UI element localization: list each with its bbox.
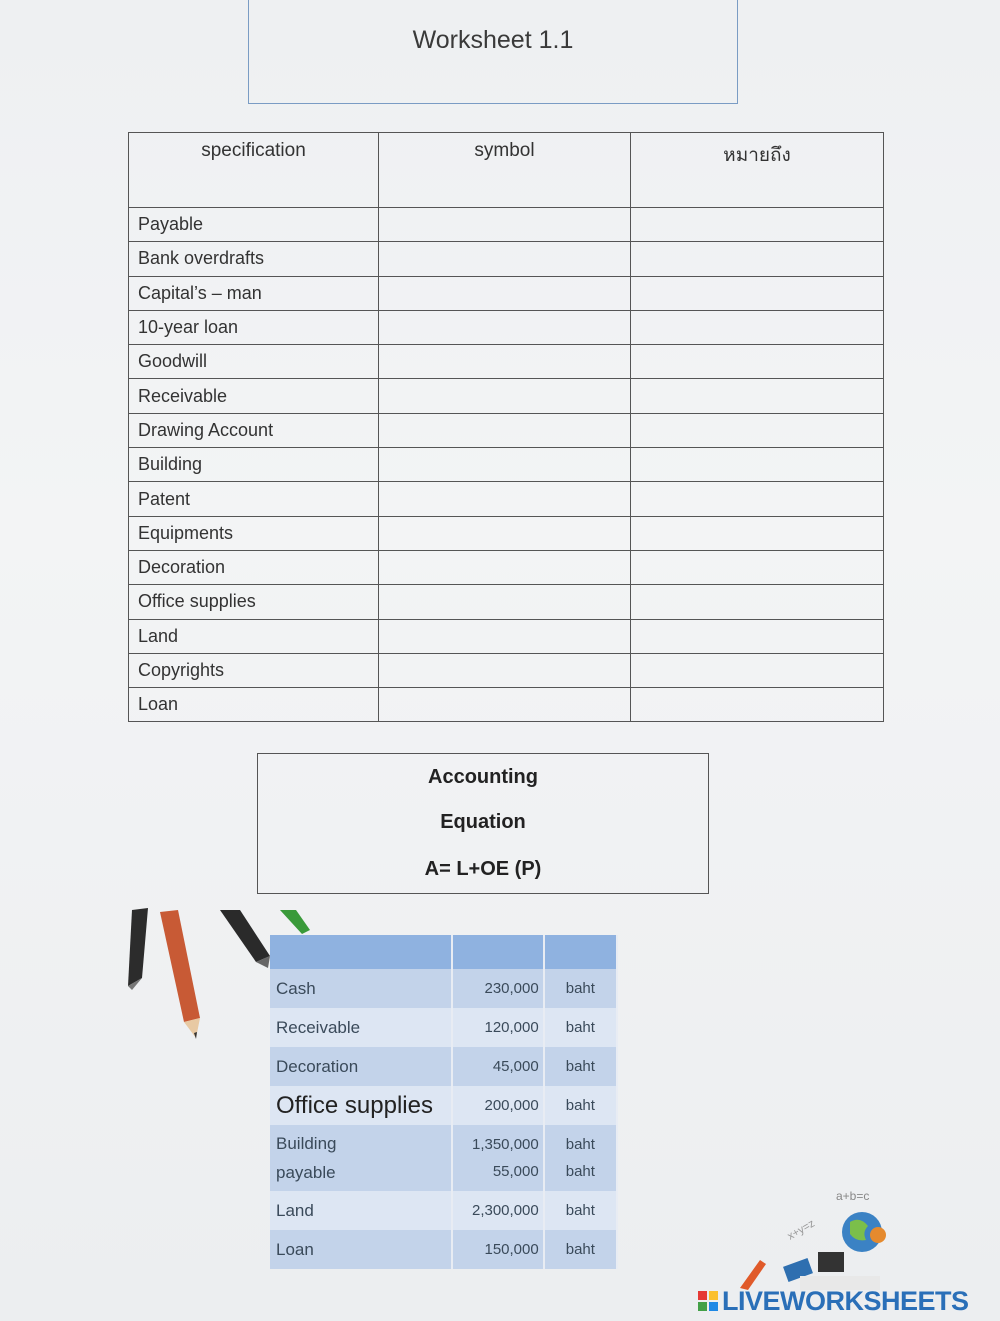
table-row: [129, 242, 884, 276]
symbol-answer-cell[interactable]: [379, 688, 631, 722]
asset-value: 2,300,000: [452, 1191, 544, 1230]
school-supplies-decoration-icon: [700, 1180, 900, 1290]
asset-unit: baht: [544, 1230, 617, 1269]
spec-cell: Capital’s – man: [129, 276, 379, 310]
asset-name-payable: payable: [276, 1163, 336, 1182]
symbol-answer-cell[interactable]: [379, 276, 631, 310]
asset-value: 120,000: [452, 1008, 544, 1047]
symbol-answer-cell[interactable]: [379, 619, 631, 653]
asset-value: 150,000: [452, 1230, 544, 1269]
table-row: [270, 1230, 617, 1269]
asset-name: Loan: [270, 1230, 452, 1269]
meaning-answer-cell[interactable]: [631, 310, 884, 344]
table-row: [270, 1047, 617, 1086]
table-row: [270, 969, 617, 1008]
asset-value: 45,000: [452, 1047, 544, 1086]
asset-unit: baht: [544, 1008, 617, 1047]
spec-cell: Copyrights: [129, 653, 379, 687]
header-symbol: symbol: [379, 133, 631, 208]
table-header-row: [129, 133, 884, 208]
equation-line-2: Equation: [440, 811, 526, 833]
spec-cell: Bank overdrafts: [129, 242, 379, 276]
meaning-answer-cell[interactable]: [631, 619, 884, 653]
meaning-answer-cell[interactable]: [631, 379, 884, 413]
spec-cell: Building: [129, 448, 379, 482]
table-row: [129, 345, 884, 379]
meaning-answer-cell[interactable]: [631, 550, 884, 584]
table-row: [270, 1191, 617, 1230]
asset-name-building: Building: [276, 1134, 337, 1153]
spec-cell: Loan: [129, 688, 379, 722]
asset-name: [270, 1125, 452, 1191]
meaning-answer-cell[interactable]: [631, 276, 884, 310]
table-row: [129, 653, 884, 687]
asset-name: Decoration: [270, 1047, 452, 1086]
table-row: [270, 1125, 617, 1191]
table-row: [129, 310, 884, 344]
table-row: [270, 1008, 617, 1047]
asset-unit: baht: [544, 1191, 617, 1230]
spec-cell: Drawing Account: [129, 413, 379, 447]
table-row: [129, 379, 884, 413]
asset-unit: baht: [544, 1047, 617, 1086]
table-row: [129, 482, 884, 516]
symbol-answer-cell[interactable]: [379, 413, 631, 447]
meaning-answer-cell[interactable]: [631, 413, 884, 447]
spec-cell: Equipments: [129, 516, 379, 550]
meaning-answer-cell[interactable]: [631, 653, 884, 687]
asset-value: 230,000: [452, 969, 544, 1008]
meaning-answer-cell[interactable]: [631, 448, 884, 482]
symbol-answer-cell[interactable]: [379, 653, 631, 687]
asset-unit: [544, 1125, 617, 1191]
table-row: [129, 448, 884, 482]
brand-logo-icon: [698, 1291, 718, 1311]
worksheet-title: Worksheet 1.1: [412, 26, 574, 54]
spec-cell: Decoration: [129, 550, 379, 584]
spec-cell: Patent: [129, 482, 379, 516]
symbol-answer-cell[interactable]: [379, 550, 631, 584]
header-meaning: หมายถึง: [631, 133, 884, 208]
asset-unit-building: baht: [565, 1136, 595, 1153]
asset-name: Cash: [270, 969, 452, 1008]
table-row: [129, 550, 884, 584]
equation-line-1: Accounting: [428, 766, 538, 788]
asset-unit: baht: [544, 1086, 617, 1125]
table-row: [270, 1086, 617, 1125]
meaning-answer-cell[interactable]: [631, 482, 884, 516]
worksheet-title-box: [248, 0, 738, 104]
table-row: [129, 413, 884, 447]
meaning-answer-cell[interactable]: [631, 688, 884, 722]
brand-name: LIVEWORKSHEETS: [722, 1285, 969, 1316]
symbol-answer-cell[interactable]: [379, 242, 631, 276]
meaning-answer-cell[interactable]: [631, 516, 884, 550]
asset-value-payable: 55,000: [492, 1163, 539, 1180]
spec-cell: Payable: [129, 208, 379, 242]
symbol-answer-cell[interactable]: [379, 310, 631, 344]
liveworksheets-logo: [698, 1286, 969, 1316]
formula-text: a+b=c: [836, 1189, 870, 1203]
spec-cell: 10-year loan: [129, 310, 379, 344]
specification-table: [128, 132, 884, 722]
assets-list-table: [270, 935, 618, 1269]
table-row: [129, 208, 884, 242]
symbol-answer-cell[interactable]: [379, 379, 631, 413]
meaning-answer-cell[interactable]: [631, 242, 884, 276]
meaning-answer-cell[interactable]: [631, 208, 884, 242]
spec-cell: Office supplies: [129, 585, 379, 619]
table-row: [129, 585, 884, 619]
spec-cell: Land: [129, 619, 379, 653]
assets-header-row: [270, 935, 617, 969]
symbol-answer-cell[interactable]: [379, 345, 631, 379]
meaning-answer-cell[interactable]: [631, 345, 884, 379]
table-row: [129, 276, 884, 310]
symbol-answer-cell[interactable]: [379, 208, 631, 242]
asset-value: [452, 1125, 544, 1191]
table-row: [129, 619, 884, 653]
table-row: [129, 516, 884, 550]
equation-formula: A= L+OE (P): [424, 858, 542, 880]
accounting-equation-box: [257, 753, 709, 894]
spec-cell: Receivable: [129, 379, 379, 413]
table-row: [129, 688, 884, 722]
asset-value: 200,000: [452, 1086, 544, 1125]
asset-name: Receivable: [270, 1008, 452, 1047]
book-icon: [818, 1252, 844, 1272]
asset-name: Office supplies: [270, 1086, 452, 1125]
symbol-answer-cell[interactable]: [379, 585, 631, 619]
header-specification: specification: [129, 133, 379, 208]
meaning-answer-cell[interactable]: [631, 585, 884, 619]
asset-name: Land: [270, 1191, 452, 1230]
asset-unit: baht: [544, 969, 617, 1008]
symbol-answer-cell[interactable]: [379, 516, 631, 550]
symbol-answer-cell[interactable]: [379, 482, 631, 516]
formula-text-2: x+y=z: [785, 1217, 817, 1243]
symbol-answer-cell[interactable]: [379, 448, 631, 482]
spec-cell: Goodwill: [129, 345, 379, 379]
asset-unit-payable: baht: [565, 1163, 595, 1180]
asset-value-building: 1,350,000: [471, 1136, 539, 1153]
